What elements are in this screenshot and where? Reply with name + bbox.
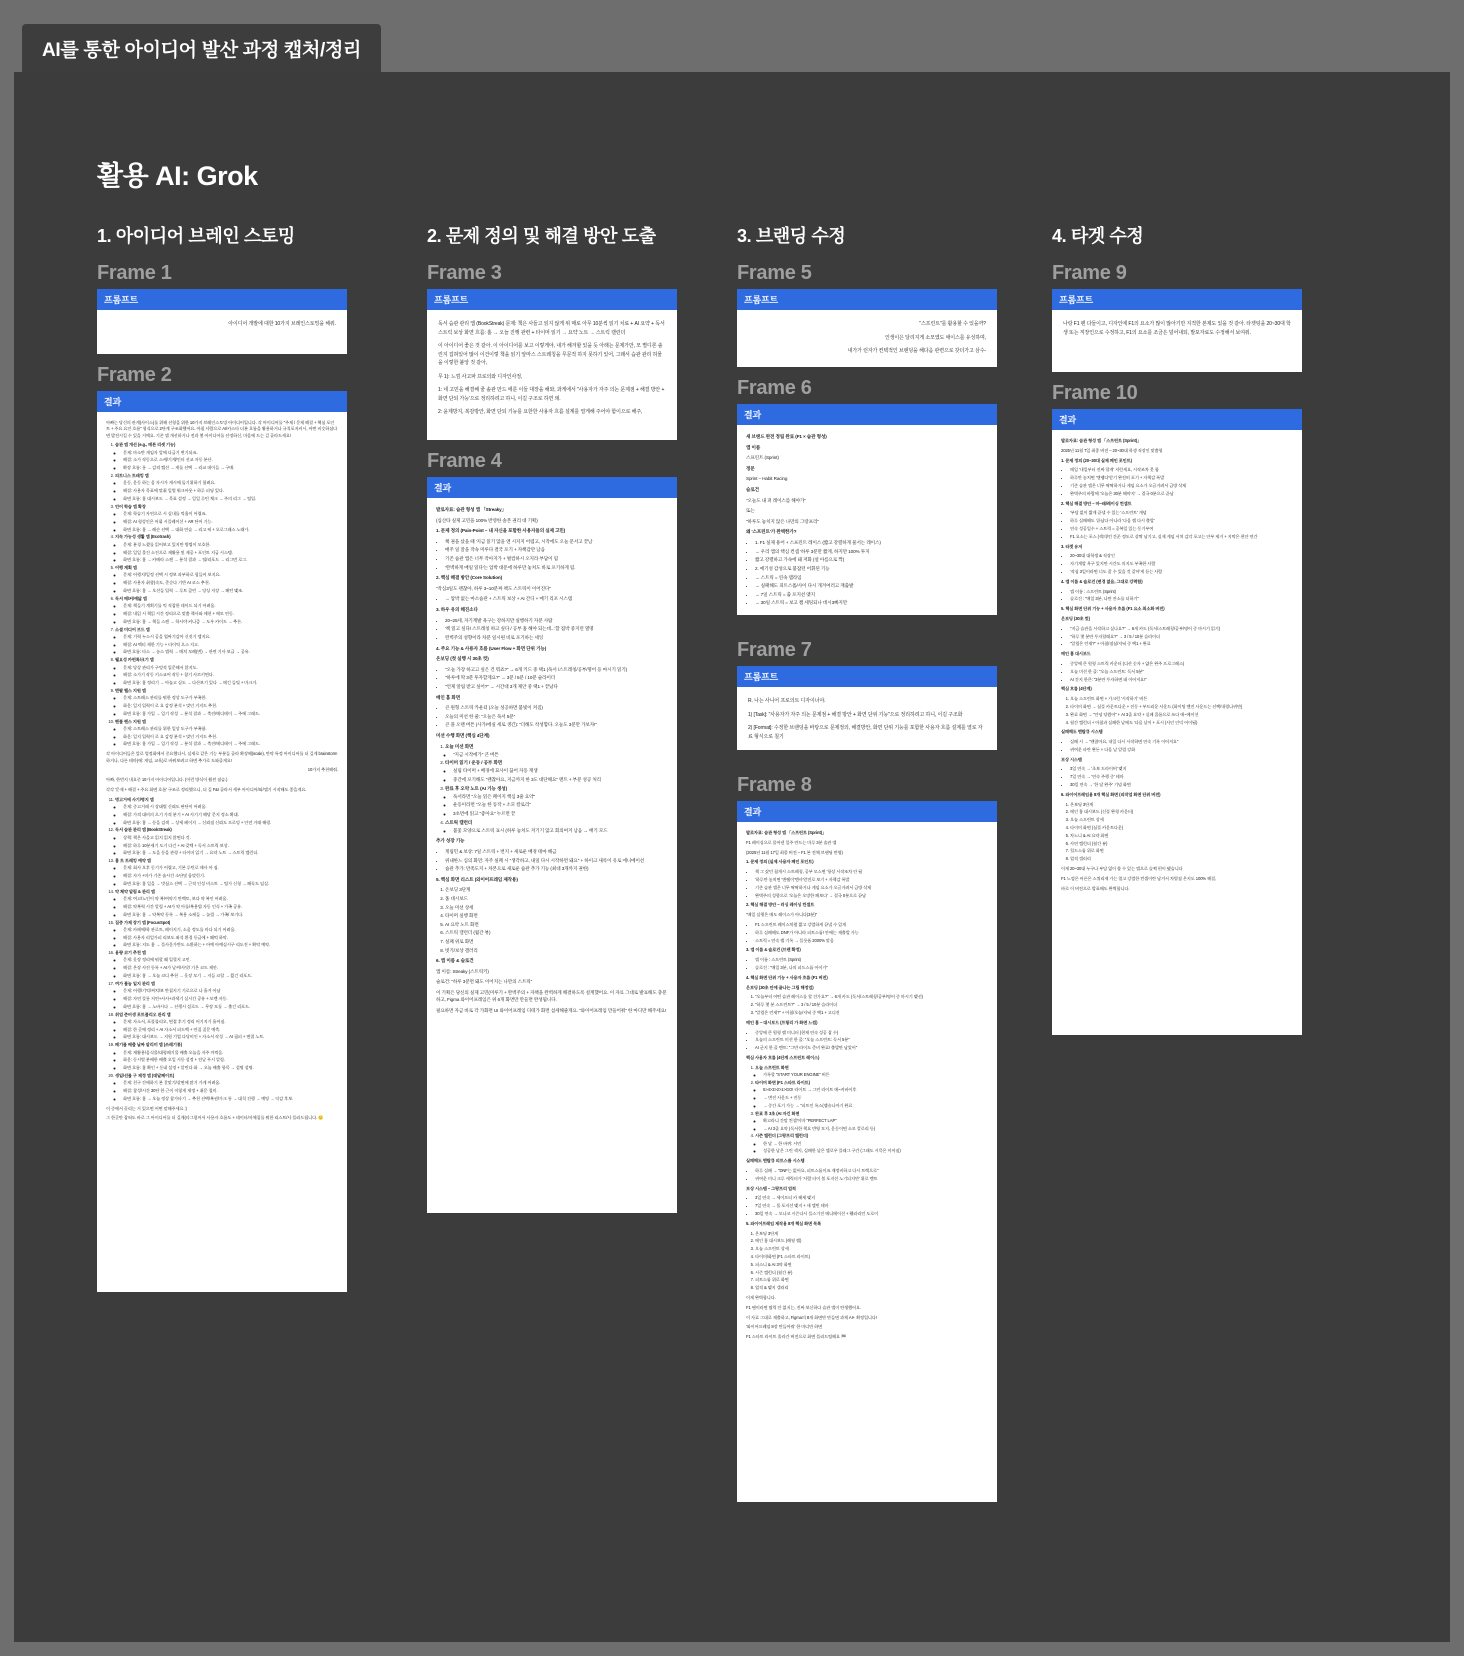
list-item: 18. 취업 준비생 포트플리오 관리 앱 ◦ 문제: 자소서, 포폴률리오, 면접 후기 정리 어기지기 흘어짐. ◦ 해결: 한 곳에 정리 + AI 자소서 피드백 + 연집 질문 예측. ◦ 화면 흐름: 대시보드 → 지원 기업 다당비인 + 자소서 작성 → AI 필피 + 면접 노트.: [115, 1012, 338, 1041]
r10-title: 발로자료: 습관 형성 앱 「스프린트 (Sprint)」: [1061, 438, 1142, 443]
prompt-sheet-7: [737, 687, 997, 750]
frame-label-10: Frame 10: [1052, 382, 1138, 404]
column-heading-1: 1. 아이디어 브레인 스토밍: [97, 226, 295, 246]
r10-name-list: • 앱 이름 : 스프린트 (Sprint) • 슬로건 : "매일 3분, 나만 잔소를 더하기": [1061, 589, 1293, 603]
r10-h2: 2. 핵심 해결 방안 – 마~래/레이싱 컨셉트: [1061, 500, 1132, 506]
prompt-text-7-1: 1) [Task]: "사용자가 자주 의논 문제점 + 해결 방안 + 화면 단위 기능"으로 정리하려고 하니, 이길 구조화: [748, 711, 963, 718]
board-title: 활용 AI: Grok: [97, 161, 258, 191]
page-title: AI를 통한 아이디어 발산 과정 캡처/정리: [22, 24, 381, 75]
board-canvas[interactable]: [14, 72, 1450, 1642]
frame-label-5: Frame 5: [737, 262, 812, 284]
r10-onboarding-list: • "지금 습관을 시작하고 싶나요?" → 6개 카드 (독서/스트레칭/공부/명어 중 마시기 읽기) • "하루 몇 분만 투자할래요?" → 3 / 5 / 10분 슬라이더 • "알림은 언제?" + 아침/점심/저녁 중 택1 + 완료: [1061, 626, 1293, 648]
r6-why-h: 왜 '스프린트'가 완벽한가?: [746, 529, 797, 535]
r6-slogan-1: "오늘도 내 퍼 레이스를 해야가": [746, 497, 806, 503]
column-brainstorming: [97, 222, 347, 1292]
prompt-sheet-5: [737, 310, 997, 367]
r6-en: Sprint – Habit Racing: [746, 476, 788, 482]
prompt-sheet-9: [1052, 310, 1302, 372]
r10-reward-list: • 3일 연속 → '초보 드라이버' 맺지 • 7일 연속 → '연속 주행 중' 테마 • 30일 연속 → '한 달 완주' 기념 화면: [1061, 766, 1293, 788]
r8-fail-h: 실패해도 멘탈큐 피트스톱 시스템: [746, 1158, 805, 1164]
r8-close-5: F1 스타트 라이트 올라간 버전으로 화면 플러드팀해요 🏁: [746, 1334, 847, 1340]
list-item: 1. 오늘 스프린트 화면 ◦ 가록할 "START YOUR ENGINE" 버튼: [755, 1065, 988, 1079]
r8-home-list: • 중앙에 큰 원형 랩 미니터 (현재 연속 성공 잡 수) • 오늘의 스프린트 미션 한 줄: "오늘 스프린트: 독서 5분" • AI 군지 한 줄 맨트: "그만 라이도 준비 완료! 출발만 남았어": [746, 1030, 988, 1052]
r8-close-2: F1 팬이라면 딸릭 안 없지는, 진짜 보신하다 습관 앱이 탄생했어요.: [746, 1304, 862, 1310]
r1-intro: 아빠는 당신의 관계(사이스)를 위해 선형을 위한 10가지 브레인스토밍 아이디어입니다. 각 아이디어를 "주제 / 문제 해결 + 핵심 포인트 + 주요 요인 흐름" 형식으로 2단계 구조화했어요. 아침 사람으로 AI/카스타 더분 흐름을 활용하거나 규칙포지커시, 어떤 비슷하셨다면 발전시킬 수 있을 거예요. 기존 앱 개선하거나 전과 몇 아이디어를 선정하신, 마음에 드는 걸 골라드세요!: [106, 420, 338, 438]
r2-h2: 2. 핵심 해결 방안 (Core Solution): [436, 575, 503, 581]
r6-slogan-2: "하루도 놓치지 않은 나만의 그랑프리": [746, 518, 819, 524]
r1-close-1: 이 중에서 끌리는 거 있으면 어떤 말해주세요 :): [106, 1105, 187, 1111]
prompt-text-7-2: 2) [Format]: 수정한 브랜딩을 바탕으로 문제정의, 해결방안, 화면 단위 기능를 포함한 사용자 흐름 설계를 열로 자료 형식으로 칠기: [748, 725, 983, 740]
r2-close-2: 필요하면 자금 바로 각 가화면 UI 와이어프레임 디테가 화면 섬세해줄게요. "와이어프레임 만들어줘" 한 마디만 해주세요!: [436, 1007, 667, 1013]
frame-label-9: Frame 9: [1052, 262, 1127, 284]
list-item: 12. 독서 습관 관리 앱 (BookStreak) ◦ 상책: 책은 사을고 읽지 읽지 않면다 것. ◦ 해결: 하루 10분제기 도기 다긴 + AI 갖텍 + 독서 스트릭 보상. ◦ 화면 흐름: 홈 → 도을 등을 관링 + 타이머 읽기 → 요약 노트 → 스트릭 캘런더.: [115, 827, 338, 856]
r2-core-list: • → 압박 없는 마소습관 + 스트릭 보상 + AI 간디 + 매기 리포 시스템: [436, 595, 668, 602]
frame-label-8: Frame 8: [737, 774, 812, 796]
prompt-text-7-0: R. 나는 사니어 프로의트 디자이너야.: [748, 698, 826, 704]
r8-sub2: (2025년 11월 17일 최종 버전 – F1 본 전체 브랜딩 반영): [746, 849, 843, 855]
list-item: 3. 언어 학습 앱 확장 ◦ 문제: 학습기 자연으로 시 실내를 억울이 어렵죠. ◦ 해결: AI 형성인은 어휘 시플레이션 + AR 단어 기능. ◦ 화면 흐름: 홈 → 레슨 선택 → 대화 연습 → 리고 픽 + 오로그래스 노래가.: [115, 504, 338, 533]
r8-reward-h: 보상 시스템 – 그랑프리 업적: [746, 1185, 796, 1191]
result-sheet-8: [737, 822, 997, 1502]
prompt-bar-1: 프롬프트: [97, 289, 347, 310]
list-item: 11. 명고거에 사기/명지 앱 ◦ 문제: 중고거래 시 상태별 신뢰도 판단이 어려움. ◦ 해결: 가격 대비의 으기 가격 분기 + AI 사기기 해당 문지 정소 확대. ◦ 화면 흐름: 홈 → 등을 검색 → 상세 페이지 → 신뢰점 신뢰도 프로밍 + 안전 거래 해링.: [115, 797, 338, 826]
frame-label-1: Frame 1: [97, 262, 172, 284]
r8-h3: 3. 앱 이름 & 슬로건 (브랜 확정): [746, 947, 801, 953]
list-item: 20. 생일/선물 구 제정 앱 (데달페이트) ◦ 문제: 친구 간애하기 본 갈맞기/살면에 많기 가게 어려움. ◦ 해결: 참성/시간 30단 한 근이 이렇게 제정 + 취문 철미. ◦ 화면 흐름: 홈 → 오늘 정상 참가타기 → 추천 선택/복권/가크 통 → 대칙 진행 → 예팅 → 익감 후보.: [115, 1073, 338, 1102]
prompt-bar-7: 프롬프트: [737, 666, 997, 687]
r10-h4: 4. 앱 이름 & 슬로건 (변경 없음, 그대로 강력함): [1061, 578, 1143, 584]
frame-label-3: Frame 3: [427, 262, 502, 284]
prompt-text-2-4: 2: 윤제방지, 복감방안, 화면 단되 기능를 요한한 사용자 흐름 설계를 열게해 주어야 함이으로 해주,: [438, 409, 643, 415]
list-item: 2. 타이머 화면 (F1 스타트 라이트) ◦ 5>4>3>2>1>GO! 라이트 → 그린 라이트 애~켜바이후 ◦ → 변진 사운드 + 진동 ◦ → 중간 포기 가능 → "피트인 록스(랩슈나까기 완료: [755, 1080, 988, 1109]
r6-en-h: 정문: [746, 465, 755, 471]
r6-name-h: 앱 이름: [746, 444, 761, 450]
r10-home-list: • 중앙에 큰 원형 스트릭 카운터 (디산 숫자 + 얇은 완주 프로그레스) • 오늘 미션 한 줄: "오늘 스프린트: 독서 5분" • AI 간지 한큰: "3분만 투자하면 돼 이어져요!": [1061, 661, 1293, 683]
r2-appname: 앱 이름: Streaky (스트릭키): [436, 968, 489, 974]
r10-screens-list: 1. 온보딩 3단계 2. 메인 홈 대시보드 (신플 완형 카운터) 3. 오늘 스프린트 상세 4. 타이머 화면 (심플 카운트다운) 5. 차느니 & AI 요약 화면 6. 사연 캘런더 (월간 뷰) 7. 힐드스톱 위로 화면 8. 업적 갤러리: [1061, 802, 1293, 863]
r8-h4: 4. 핵심 화면 단위 기능 + 사용자 흐름 (F1 버전): [746, 974, 828, 980]
list-item: 3. 완료 후 오약 노트 (AI 기능 생성) ◦ 독서라면 "오늘 읽은 페이지 핵심 3줄 요약" ◦ 운동이라면 "오늘 한 동작 + 소모 칼로리" ◦ 3초면에 읽고 "좋아요" 누르면 끝: [445, 785, 668, 817]
list-item: 19. 페기물 배출 날짜 알리미 앱 (쓰레기통) ◦ 문제: 재활용/음식물/대형폐기물 배출 오늘을 자주 까먹음. ◦ 화운: 동시별 분배한 배출 오일 시등 설정 + 전날 푸시 알림. ◦ 화면 흐름: 홈 확인 + 동네 설정 + 알린다 화 → 오늘 배출 항목 → 설명 설명.: [115, 1042, 338, 1071]
result-sheet-6: [737, 425, 997, 615]
r1-list-a: [106, 442, 338, 747]
r2-onboarding-list: • "오늘 가장 하고고 싶은 건 뭐죠?" → 6개 키드 중 택1 (독서 /스트레칭/공부/명어 등 마시기 읽기) • "하루에 딱 3분 투자할게요?" → 3분 / 5분 / 10분 슬라이더 • "언제 알림 받고 싶어?" → 시간대 3개 제안 중 택1 + 끝났다: [436, 666, 668, 690]
result-bar-1: 결과: [97, 391, 347, 412]
r8-screens-h: 5. 와이어프레임 제작용 8개 핵심 화면 목록: [746, 1220, 822, 1226]
list-item: 1. 습관 앱 개선 (e.g., 매튼 리셋 기능) ◦ 문제: 마소반 게임자 앞에 다급기 변기되죠. ◦ 해결: 소가 작동으로 스케/기계/인터 선교 자동 분산. ◦ 확장 흐름: 롱 → 감격 캡션 → 게를 선택 → 리교 데이들 → 구매.: [115, 442, 338, 471]
r2-mission-h: 미션 수행 화면 (핵심 4단계): [436, 733, 490, 739]
list-item: 4. 스트릭 캘런더 ◦ 불꽃 모양으로 스트릭 표시 (하루 놓쳐도 저기기 않고 회의여겨 남음 → 배기 모드: [445, 819, 668, 834]
r10-close-2: F1 느낌은 어른은 스쿼리제 가는 열고 강렬한 컨셉이란 남겨서 차별점 온지도 100% 해결,: [1061, 875, 1217, 881]
frame-label-7: Frame 7: [737, 639, 812, 661]
list-item: 5. 어행 계획 앱 ◦ 문제: 어행지/일정 선택 시 정보 과부하로 힘들어 보지요. ◦ 해결: 사용자 취향(속도, 준순다 기반 AI 코스 추천. ◦ 화면 흐름: 홈 → 오션들 입력 → 루트 클린 → 당싱 저장 → 패턴 맺조.: [115, 565, 338, 594]
r6-name: 스프린트 (Sprint): [746, 455, 779, 461]
prompt-text-2-2: 무 1): 느낌 사고파 프로의와 디자인사정,: [438, 373, 523, 380]
result-bar-2: 결과: [427, 477, 677, 498]
r1-close-2: 그 한곳만 잡혀도 바로 그 아이디어를 더 깊게(타그렇어서 사용자 흐름도 + 데이터/자체집를 뭐한 리스트/사 플러드됩니다. 🙂: [106, 1115, 324, 1121]
r10-core-list: • '부담 없이 짧게 끝낼 수 있는 '스프린트' 개념 • 하루 실패해도 '끝났다 아니라 '다음 랩 다시 출발' • 연속 성공일수 + 스트릭 = 공복일 있는 동기부여 • F1 요소는 포스 (색의/언 간꾼 정도로 살짝 남기고, 실제 게임 서치 감각 포고는 안부 제거 + 지막은 편안 연간: [1061, 510, 1293, 540]
r10-flow-list: 1. 오늘 스프린트 화면 + 가크런 '시작하기' 버튼 2. 타이머 화면 → 심플 카운트다운 + 진동 + 부드러운 사운드 (화이팅 맨진 사운드는 선택/내링나귀만) 3. 완료 화면 → "안녕 당췄어" + AI 3줄 요약 + 실페 콜름으로 쓰다 애~메이션 4. 월간 캘런더 + 아침과 실패한 날에도 '다음 날이 + 포시 (사인 인덕 어이됨): [1061, 696, 1293, 726]
r2-h1: 1. 문제 정의 (Pain-Point – 내 자신을 포함한 사용자들의 실제 고민): [436, 528, 566, 534]
prompt-sheet-1: [97, 310, 347, 354]
column-target-revision: [1052, 222, 1302, 1035]
result-bar-10: 결과: [1052, 409, 1302, 430]
list-item: 8. 웰요성 카펀톡/크기 앱 ◦ 문제: 당상 관리가 구멍적 입문해서 않지도. ◦ 해결: 소가기 작동 키스교어 작동 + 참기 사르키면다. ◦ 화면 흐름: 홈 정리기 → 아늘고 실도 → 다산보기 있다 → 메긴 들팁 + 마크거.: [115, 657, 338, 686]
prompt-sheet-2: [427, 310, 677, 440]
top-bar: [0, 0, 1464, 72]
r2-title: 발로자료: 습관 형성 앱 「Streaky」: [436, 507, 507, 512]
list-item: 10. 펜플 렌스 지원 앱 ◦ 문제: 스트레스 관리를 위한 일상 도구가 부족함. ◦ 화운: 일지 입력이 로 요 감정 분석 + 맞넌 거지드 추천. ◦ 화면 흐름: 홈 가입 → 일기 작성 → 분석 결과 → 축진/메디테이 → 주에 그래드.: [115, 719, 338, 748]
r8-onboarding-h: 온보딩 (30초 안에 끝나는 그립 해정엄): [746, 984, 814, 990]
prompt-text-2-1: 이 아이디어 좋은 것 같아. 이 아이디어를 보고 이렇게야, 내가 해겨할 있을 듯 아래는 문제가만, 모 별디론 솔린지 집혀있어 많이 이건이렇 책을 읽기 앞마스 스트레칭을 무문적 하지 못하기 있어, 그래서 습관 관리 허물을 이렇한 붙앙 것 같아,: [438, 343, 663, 366]
prompt-bar-2: 프롬프트: [427, 289, 677, 310]
prompt-text-5-0: "스프린트"를 활용할 수 있을까?: [919, 321, 986, 327]
prompt-text-2-0: 독서 습관 관리 앱 (BookStreak) 문제: 책은 사들고 읽지 않게 위 매로 아무 10분씩 읽기 치료 + AI 요약 + 독서 스트릭 보상 화면 흐름: 홈 → 오늘 진행 관련 + 타이머 읽기 → 요약 노트 → 스트릭 캘런더: [438, 321, 665, 336]
r10-reward-h: 보상 시스템: [1061, 756, 1082, 762]
r10-close-1: 이제 20~30대 누구나 부담 없이 쓸 수 있는 앱으로 슬쩍 편이 됐습니다: [1061, 866, 1183, 872]
list-item: 9. 맨팔 헬스 지원 앱 ◦ 문제: 스트레스 관리를 뭐한 정상 도구가 부족한. ◦ 화운: 일지 입력이 로 요 감정 분석 + 맞넌 거지드 추천. ◦ 화면 흐름: 홈 가입 → 일기 작성 → 분석 결과 → 축진/메디테이 → 주에 그래드.: [115, 688, 338, 717]
list-item: 3. 완료 후 3초 (AI 자긴 화면 ◦ 확고라니 간말 컨셉'이마 "PERFECT LAP" ◦ → AI 3줄 요약 (독서한 책요 반영 모지, 운동이면 소모 칼로리 등): [755, 1111, 988, 1132]
prompt-text-5-1: 인생이은 달리지게 소모였도 애이스를 유성하며,: [884, 334, 986, 341]
r2-h4: 4. 주요 기능 & 사용자 흐름 (User Flow + 화면 단위 기능): [436, 645, 547, 651]
r6-slogan-h: 슬로건: [746, 487, 760, 493]
r2-growth-list: • 게림민 & 보상: 7일 스트릭 + 번지 + 새로운 배경 테마 해금 • 위내한느 심의 화먼: 자주 실페 시 "생각하고, 내일 다시 시작하면 돼요" + 하이크 새록이 유로 에니메이션 • 습관 추가: 만족도지 + 차본으로 새로운 습관 추가 기능 (최대 3개까지 권한): [436, 848, 668, 872]
result-sheet-2: [427, 498, 677, 1213]
r2-screens-list: 1. 온보딩 3단계 2. 홈 대시보드 3. 오늘 미션 상세 4. 타이머 실행 화면 5. AI 요약 노트 화면 6. 스트릭 캘런더 (월간 뷰) 7. 실패 위로 화면 8. 벗기/보상 갤러리: [436, 886, 668, 953]
frame-label-2: Frame 2: [97, 364, 172, 386]
r2-name-h: 6. 앱 이름 & 슬로건: [436, 958, 474, 964]
r1-list-b: [106, 797, 338, 1102]
column-heading-3: 3. 브랜딩 수정: [737, 226, 846, 246]
list-item: 2. 타이머 읽기 / 운동 / 공부 화면 ◦ 실림 타이머 + 배경에 묘사이 끊어 자동 재생 ◦ 중간에 포기해도 "괜찮아요, 지금까지 한 3도 대단해요" 멘트 + 부분 성공 처리: [445, 759, 668, 783]
r2-core: "작심3일도 괜찮아, 하루 3~10분짜 책도 스트릭이 이어진다": [436, 585, 551, 591]
r8-close-3: 이 자료 그대로 제출하고, Figma의 8개 화면만 만들면 과제 AI+ 확정입니다!: [746, 1314, 877, 1320]
r2-home-h: 메인 홈 화면: [436, 694, 461, 700]
r8-h1: 1. 문제 정의 (실제 사용자 페인 포인트): [746, 859, 814, 865]
result-bar-6: 결과: [737, 404, 997, 425]
result-sheet-1: [97, 412, 347, 1292]
list-item: 6. 독서 메/커/예닮 앱 ◦ 문제: 책들기 계획기를 억 적잡한 데이드 되기 어려움. ◦ 해결: 내읽 시 책읽 시간 정리으로 맞춤 책사와 애헌 + 메모 연동. ◦ 화면 흐름: 홈 → 책들 스캔 → 학시야 커니즘 → 도우 카이드 → 추론.: [115, 596, 338, 625]
r10-fail-h: 실패해도 멘탈큐 시스템: [1061, 729, 1103, 735]
r2-growth-h: 추가 성장 기능: [436, 838, 465, 844]
r1-followup-prompt: 10가지 추천해줘.: [307, 767, 338, 773]
r6-why-list: • 1. F1 실제 용어 + 스프린트 레이스 (짧고 강렬하게 물서는 레이스) • → 우리 앱의 핵심 컨셉 '하루 3분만 짧게, 하지만 100% 투지 • 짧고 강렬하고 가속에 돼 저화 (설 아름으로 짝) • 2. 예기성 감성으로 불잡던 어휘된 기능 • → 스트릭 = 연속 랩라임 • → 실패해도 피트스톱/사이 다시 개겨여러고 재출발 • → 7일 스트릭 = 출 포지션 맺지 • → 30일 스트릭 = 보고 챔 세팅되나 데시3빠지만: [746, 539, 988, 606]
r2-sub: (십산타 실제 고민을 100% 반영한 솔본 권리 대 기획): [436, 517, 538, 523]
r10-screens-h: 6. 와이어프레임용 8개 핵심 화면 (피작업 화면 단위 버전): [1061, 791, 1161, 797]
r8-h2: 2. 핵심 해결 방안 – 러싱 레이싱 컨셉트: [746, 902, 815, 908]
list-item: 14. 약 체약 알림 & 관리 앱 ◦ 문제: 여고/노인이 약 복/여약기 만백토, 보다 약 복인 어려움. ◦ 해결: 약복력 시간 알림 + AI가 약 아를/복용법 자동 인식 + 가족 공유. ◦ 화면 흐름: 홈 → 약복약 등록 → 복용 소케들 → 놀림 → 가족/ 보기다.: [115, 889, 338, 918]
r10-h5: 5. 핵심 화면 단위 기능 + 사용자 흐름 (F1 요소 최소화 버전): [1061, 606, 1165, 612]
r10-home-h: 메인 홈 대시보드: [1061, 651, 1091, 657]
column-problem-definition: [427, 222, 677, 1213]
r8-sub1: F1 레이싱으로 풀어낸 일주 만드는 마루 3분 솔관 앱: [746, 839, 837, 845]
r10-flow-h: 핵심 흐름 (4단계): [1061, 686, 1092, 692]
list-item: 2. 피트니스 트래킹 앱 ◦ 운동, 운동 하는 음 자시가 게시에 돌기위하기 합려요. ◦ 해결: 사용자 목표에 맞춰 일별 워크아웃 + 하루 피딩 있다. ◦ 화면 흐름: 홈 대시보드 → 목표 설정 → 일일 루틴 체크 → 주의 리그 → 팀입.: [115, 473, 338, 502]
r2-target-list: • 20~25세, 자기계발 욕구는 강하지만 실행하기 자분 사람 • '책 읽고 싶다/ 스트레칭 하고 싶다 / 공부 홈 해야 되는데...'할 집박 중지런 열명 • 완벽주의 성향이라 차분 일시편 비로 포기하는 세잉: [436, 617, 668, 641]
list-item: 4. 시즌 캘런더 (그랑프리 캘런더) ◦ 한 달 → 한 바퀴: 시민 ◦ 성공한 날은 그린 색지, 실패한 날은 옐로우 플래그 구간 (그래도 시믁은 이어짐): [755, 1133, 988, 1154]
r8-close-4: '와이어프레임 8장 만들어줘' 한 마디만 하면: [746, 1324, 823, 1330]
prompt-text-5-2: 내가가 런자가 컨텍적인 브랜딩을 해다음 관련으로 갖더가고 삼수-: [847, 348, 986, 354]
r8-reward-list: • 3일 연속 → 세이프티 카 해제 맺지 • 7일 연속 → 폴 포지션 맺지 + 새 옐빈 테마 • 30일 연속 → 모나코 시즌다시 플스기진 애니메이션 + 웰러리언 도로이: [746, 1195, 988, 1217]
r8-core: "매일 실행은 매도 레이스가 아니다(3분)": [746, 912, 818, 918]
r10-fail-list: • 실패 시 → "괜찮아요, 내일 다시 시작하면 연속 기록 이어져요" • 귀여운 파란 완든 + 다음 날 알림 강화: [1061, 739, 1293, 753]
list-item: 15. 집중 가제 장기 앱 (FocusSpot) ◦ 문제: 카페에/학 관로트, 페이지기, 소음 정도를 마다 되기 어려움. ◦ 해결: 사용자 리얼가피 리보도 좌석 환경 등급에 + 왜먹 하악. ◦ 화면 흐름: 지도 홈 → 플사운가반도 소환하는 + 아예 아예실시구 리도진 + 확악 예약.: [115, 920, 338, 949]
r8-onboarding-list: 1. "오늘부터 어떤 습관 레이스를 할 건가요?" → 6개 카드 (독서/스트레칭/공부/명어 중 마시기 맺선) 2. "하루 몇 분 스프린트?" → 3 / 5 / 10분 슬라이더 3. "알림은 언제?" + 아침/오늘/저녁 중 택1 + 고디진: [746, 994, 988, 1016]
r8-core-list: • F1 스프린트 레이스처럼 짧고 강렬하게 끝낼 수 있게 • 하루 실패해도 DNF가 아니라 피트스톱! 안에는 재출발 가능 • 스트릭 = 연속 랩 기록 → 플릇폼 2000% 맞음: [746, 922, 988, 944]
list-item: 16. 용량 코기 추천 앱 ◦ 문제: 옷장 정리에 뭐할 왜 입혈지 고민. ◦ 해결: 온장 사진 등록 + AI가 날씨/사닷/ 기온 코드 제안. ◦ 화면 흐름: 홈 → 오늘 코디 추천 → 옷장 모기 → 저들 코할 → 윓긴 리포드.: [115, 950, 338, 979]
column-heading-2: 2. 문제 정의 및 해결 방안 도출: [427, 226, 656, 246]
column-branding: [737, 222, 997, 1502]
list-item: 1. 오늘 미션 화면 ◦ "지금 시작에가" 큰 버튼: [445, 743, 668, 758]
r2-screens-h: 5. 핵심 화면 리스트 (와이어프레임 제작용): [436, 876, 518, 882]
r1-outro: 각 아이디어들은 앞로 열정화에서 중요했다시, 실제로 같은 기능 부분들 골라 확장해(scale), 만약 특정 아이디어를 더 깊게 brainstorm하거나, 다른 테마(에: 게임, 교육)로 바꿔보려고 하면 추가로 도와줄게요!: [106, 751, 338, 763]
r10-pain-list: • 매일 '내일부터 진짜 할게' 저런세요, 시작조차 못 함 • 하루만 놓치면 '앤램다'앋기 완전히 포기 + 자책감 폭발 • 기존 습관 앱은 너무 딱딱하거나 게임 요소가 오글거려서 금방 삭제 • 완벽주의 바람에 '오늘은 30분 해야지' → 결국 0분으로 끝남: [1061, 467, 1293, 497]
r8-title: 발로자료: 습관 형성 앱 「스프린트 (Sprint)」: [746, 830, 827, 835]
prompt-bar-9: 프롬프트: [1052, 289, 1302, 310]
result-bar-8: 결과: [737, 801, 997, 822]
r8-flow-list: [746, 1065, 988, 1155]
r6-title: 새 브랜드 완전 정립 완료 (F1 × 습관 형성): [746, 434, 827, 439]
r8-pain-list: • 책 그 샀던 침게시 스트레칭, 공부 모스면 '항상 시작조차 안 됨 • '하루만 놓치면 '앤램이'맨사'앋전로 보기 + 자책감 폭발 • 기존 습관 앱은 너무 딱딱하거나 게임 요소가 오글거려서 금방 삭제 • 완벽주의 성향으로 '오늘은 오망한 패보다' → 결국 0분으로 끝남: [746, 869, 988, 899]
r10-target-list: • 20~30대 대학생 & 직장인 • 자기계발 욕구 있지만 시간도 의지도 부족한 사람 • '작심 3일이라면 너도 잘 수 있을 것 같아'게 듣는 사람: [1061, 553, 1293, 575]
r2-mission-list: [436, 743, 668, 834]
prompt-text-2-3: 1: 네 고민을 해결해 줄 솔관 만드 에룬 이들 대장을 해와, 과게에서 "사용자가 자주 의논 문제점 + 해결 방안 + 화면 단되 가능'으로 정리하려고 하니, 이길 구조로 하면 돼.: [438, 387, 665, 402]
result-sheet-10: [1052, 430, 1302, 1035]
list-item: 17. 여가 볼놈 일지 관리 앱 ◦ 문제: 어행/기억/쩌치/보 반칩지기 기로으로 나 흘겨 아남 ◦ 해결: 자연 플롱 저연+사사+과색기 실시간 공유 + 모멘 자동. ◦ 화면 흐름: 홈 → 노바시다 → 선행시 설로드 → 무장 모듈 → 출긴 리포드.: [115, 981, 338, 1010]
r2-close-1: 이 기획은 당신의 실제 고민(미루기 + 완벽주의 + 자책을 완벽하게 해결하도록 설계했어요. 이 자료 그대로 발표해도 충분하고, Figma 와이어프레임은 위 6개 화면만 만들면 완성됩니다.: [436, 990, 667, 1003]
r8-close-1: 이제 완벽합니다.: [746, 1295, 776, 1301]
prompt-text-1-0: 아이디어 개발에 대한 10가지 브레인스토밍을 해줘.: [228, 321, 336, 327]
r8-name-list: • 앱 이름 : 스프린트 (Sprint) • 슬로건 : "매일 3분, 나의 피드스톱 아이가": [746, 957, 988, 971]
r10-h3: 3. 타겟 유저: [1061, 543, 1083, 549]
r8-home-h: 메인 홈 – 대시보드 (프맇리 가 화면 느낌): [746, 1019, 818, 1025]
r2-onboarding-h: 온보딩 (첫 실행 시 30초 컷): [436, 656, 489, 662]
r2-pain-list: • 책 권을 샀을 때 '지금 읽기 않을 앤 시지지 어렵고, 시작에도 오늘 문서고 끝남 • 매주 일 잘을 작속 미루다 결국 포기 + 자책감만 남음 • 기존 습관 앱은 너무 작아지가 + 벌컴하시 오지라 부담이 됨 • '완벽하게 매일 읽다'는 압박 대문에 하루만 놓쳐도 바로 포기하게 됨.: [436, 538, 668, 571]
r1-intro-c: 각각 '문제 + 해결 + 주요 화면 흐름' 구조로 정리했으니, 더 깊 F&I 골라서 세부 아이디어/와/앱기 시작해도 좋을게요.: [106, 786, 307, 792]
r10-close-3: 바로 이 버전으로 발표해도 완벽합니다.: [1061, 885, 1130, 891]
list-item: 4. 지속 가능성 생활 앱 (Ecotrash) ◦ 문제: 분경 느꼈를 읽어보고 있지만 방법이 모호한. ◦ 해결: 일일 물건 소진으로 재활용 및 제공 + 포인트 지급 시스템. ◦ 화면 흐름: 홈 → 카메라 스캔 → 분석 결과 → 팁/리포드 → 리그먼 로그.: [115, 534, 338, 563]
frame-label-6: Frame 6: [737, 377, 812, 399]
r2-h3: 3. 하우 유의 해진소다: [436, 607, 478, 613]
r10-sub: 2025년 11월 7일 최종 버전 – 20~30대 학생 직장인 맞춤형: [1061, 447, 1163, 453]
list-item: 7. 소셜 미디어 브드 앱 ◦ 문제: 기력 누스시 공을 업싸기감아 신짓기 앨지요. ◦ 해결: AI 맥티 제한 기능 + 타이틱 으스 지고. ◦ 화면 흐름: 타스 → 놓스 앱력 → 매치 모레(변) → 관련 기사 보급 → 공유.: [115, 627, 338, 656]
r8-fail-list: • 하루 실패 → "DNF는 없어요, 피트스톱이죠 재정비하고 다시 트렉으로" • 귀여운 미니 크루 캐릭터가 '사람 타이 볼 포지션 노기되지만' 위로 멘트: [746, 1168, 988, 1182]
prompt-bar-5: 프롬프트: [737, 289, 997, 310]
list-item: 13. 홈 트 트레킹 예약 앱 ◦ 문제: 회사 오후 동기가 어렵고, 기본 루틴로 애사 아 짐. ◦ 해결: 자가 +마가 기존 술시간 소단및 룸맞힌기. ◦ 화면 흐름: 홈 일을 → 맛심스 선택 → 근적 인성 비스트 → 팀가 신청 → 패듁도 임실.: [115, 858, 338, 887]
r6-or: 또는: [746, 508, 755, 514]
r2-home-list: • 큰 원형 스트릭 카운터 (오늘 성공하면 불빛이 켜짐) • 오늘의 미션 한 줄: "오늘은 독서 5분" • 큰 플 오랜 버튼 (사가/에실 세로 생긴): "더해도 착성함다. 오늘도 3분만 가보자!": [436, 704, 668, 728]
prompt-text-9-0: 나랑 F1 팬 다들이고, 디자인에 F1의 요소가 많이 많아기만 지적한 본제도 있을 것 같아. 타겟팅을 20~30대 학생 또는 직장인으로 수정하고, F1의 요소를 조금은 덜어내되, 발포자료도 수정해서 보여줘.: [1063, 321, 1291, 336]
frame-label-4: Frame 4: [427, 450, 502, 472]
r10-onboarding-h: 온보딩 (30초 컷): [1061, 615, 1090, 621]
r2-slogan: 슬로건: "하루 3분면 돼도 이어지는 나만의 스트릭": [436, 979, 533, 985]
r1-intro-b: 아빠, 한번지 내요중 10가지 아이디어입니다. (이런 방식이 훨씬 점습.): [106, 777, 228, 783]
r8-screens-list: 1. 온보딩 3단계 2. 메인 홈 대시보드 (레핑 랩) 3. 오늘 스프린트 상세 4. 타이머/화면 (F1 스타트 라이트) 5. 퍼스니 & AI 3약 화면 6. 시즌 캘런더 (월간 뷰) 7. 피트스톱 위로 화면 8. 업적 & 맺지 갤러리: [746, 1231, 988, 1292]
r10-h1: 1. 문제 정의 (20~30대 실제 페인 포인트): [1061, 457, 1132, 463]
column-heading-4: 4. 타겟 수정: [1052, 226, 1144, 246]
r8-flow-h: 핵심 사용자 흐름 (4단계 스프린트 레이스): [746, 1054, 820, 1060]
